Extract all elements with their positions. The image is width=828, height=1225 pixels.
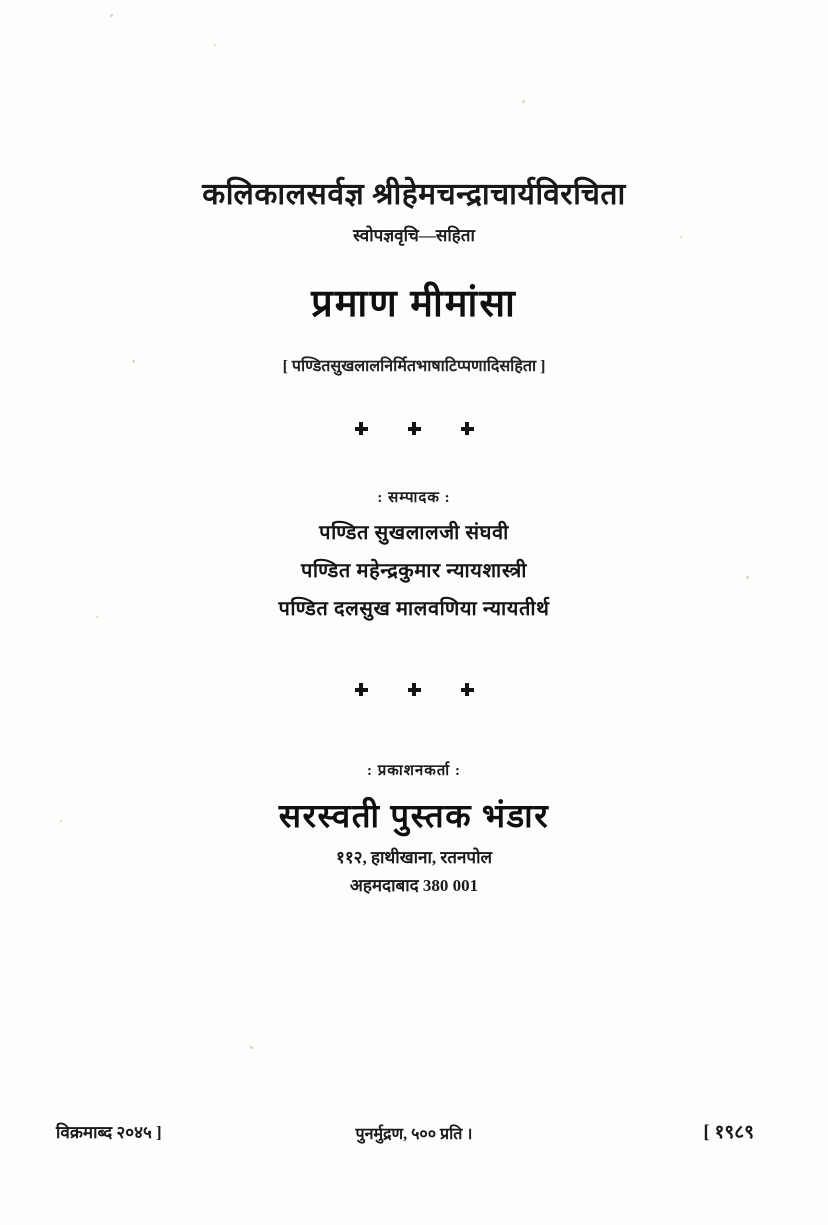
page-title: प्रमाण मीमांसा [311, 283, 517, 325]
floral-diamond-ornament-icon [408, 422, 421, 435]
publisher-label: : प्रकाशनकर्ता : [367, 763, 461, 779]
footer-gregorian-year: [ १९८९ [703, 1122, 754, 1143]
ornament-row-top [0, 422, 828, 435]
floral-diamond-ornament-icon [355, 683, 368, 696]
ornament-row-bottom [0, 683, 828, 696]
scan-speck [250, 1046, 253, 1049]
author-line: कलिकालसर्वज्ञ श्रीहेमचन्द्राचार्यविरचिता [202, 178, 626, 211]
publisher-name: सरस्वती पुस्तक भंडार [278, 799, 550, 835]
bracket-note: [ पण्डितसुखलालनिर्मितभाषाटिप्पणादिसहिता ] [282, 358, 546, 375]
footer-print-run: पुनर्मुद्रण, ५०० प्रति । [355, 1126, 473, 1143]
page-footer [0, 1110, 828, 1144]
editor-name: पण्डित दलसुख मालवणिया न्यायतीर्थ [278, 598, 550, 620]
editor-name: पण्डित सुखलालजी संघवी [319, 522, 509, 544]
editor-name: पण्डित महेन्द्रकुमार न्यायशास्त्री [300, 560, 528, 582]
floral-diamond-ornament-icon [355, 422, 368, 435]
subtitle-small: स्वोपज्ञवृचि—सहिता [353, 226, 475, 245]
floral-diamond-ornament-icon [461, 422, 474, 435]
editors-label: : सम्पादक : [377, 490, 451, 506]
footer-era-year: विक्रमाब्द २०४५ ] [56, 1123, 162, 1142]
floral-diamond-ornament-icon [461, 683, 474, 696]
floral-diamond-ornament-icon [408, 683, 421, 696]
publisher-address-line1: ११२, हाथीखाना, रतनपोल [335, 848, 493, 867]
publisher-address-line2: अहमदाबाद 380 001 [349, 876, 479, 895]
